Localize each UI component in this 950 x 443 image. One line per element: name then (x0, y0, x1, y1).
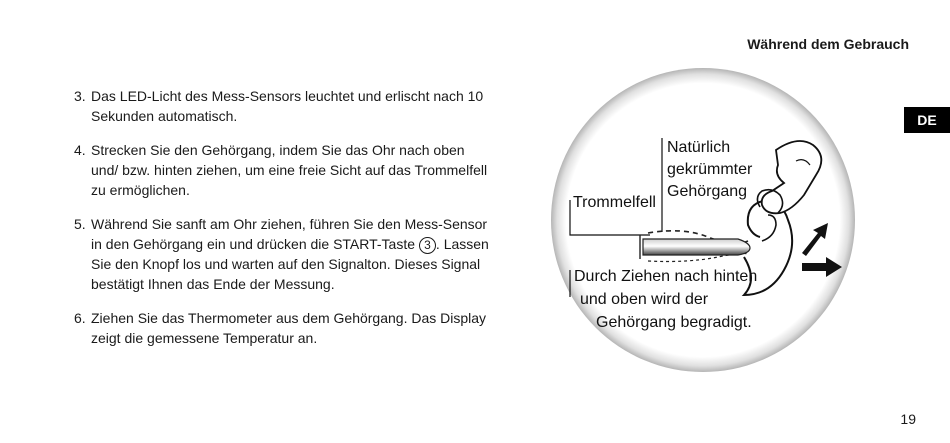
step-number: 6. (74, 310, 86, 326)
natural-canal-label-2: gekrümmter (667, 161, 753, 178)
probe-icon (643, 239, 750, 255)
eardrum-label: Trommelfell (573, 194, 656, 211)
ear-illustration (548, 65, 858, 375)
pull-label-1: Durch Ziehen nach hinten (574, 268, 758, 285)
pull-label-2: und oben wird der (580, 291, 709, 308)
language-tab: DE (904, 107, 950, 133)
step-text (91, 214, 494, 294)
natural-canal-label-1: Natürlich (667, 139, 731, 156)
step-text: Ziehen Sie das Thermometer aus dem Gehörgang. Das Display zeigt die gemessene Temperatur an. (91, 310, 487, 346)
step-number: 4. (74, 142, 86, 158)
instruction-step (74, 86, 494, 126)
step-text: Strecken Sie den Gehörgang, indem Sie das Ohr nach oben und/ bzw. hinten ziehen, um eine freie Sicht auf das Trommelfell zu ermöglichen. (91, 142, 488, 198)
start-button-reference: 3 (419, 237, 436, 254)
instruction-step (74, 308, 494, 348)
step-number: 3. (74, 88, 86, 104)
pull-label-3: Gehörgang begradigt. (596, 314, 752, 331)
section-header: Während dem Gebrauch (747, 36, 909, 52)
instruction-list (74, 86, 494, 362)
step-text-before: Während Sie sanft am Ohr ziehen, führen Sie den Mess-Sensor in den Gehörgang ein und drücken die START-Taste (91, 216, 488, 252)
instruction-step (74, 140, 494, 200)
step-text-after: . Lassen Sie den Knopf los und warten auf den Signalton. Dieses Signal bestätigt Ihnen das Ende der Messung. (91, 236, 489, 292)
natural-canal-label-3: Gehörgang (667, 183, 748, 200)
instruction-step (74, 214, 494, 294)
step-text: Das LED-Licht des Mess-Sensors leuchtet und erlischt nach 10 Sekunden automatisch. (91, 88, 484, 124)
page-number: 19 (900, 411, 916, 427)
step-number: 5. (74, 216, 86, 232)
